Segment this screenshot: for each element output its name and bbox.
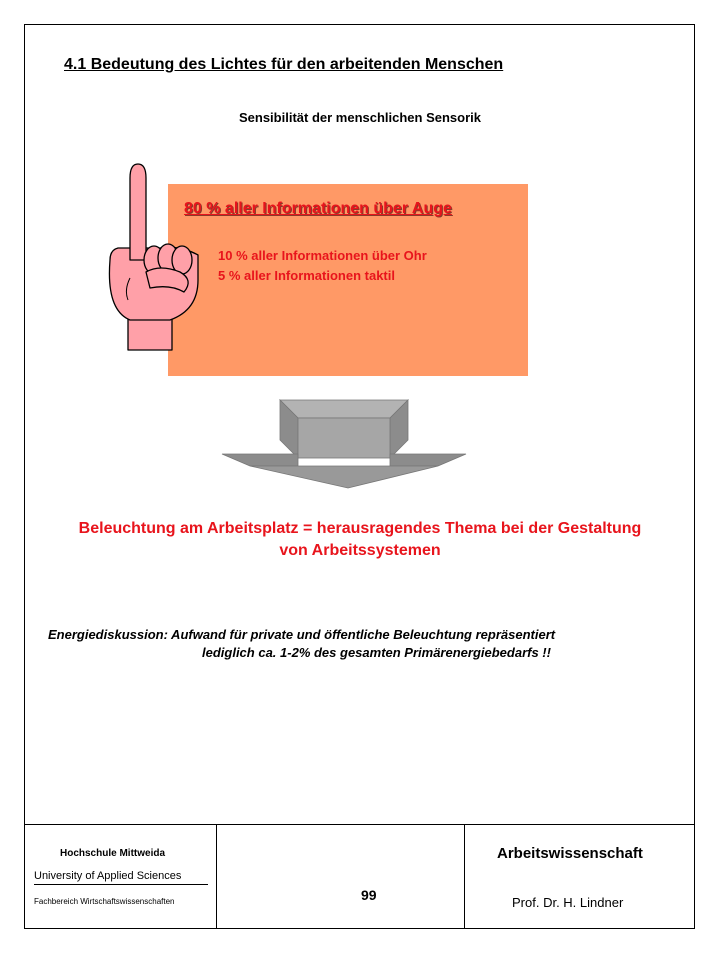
course-title: Arbeitswissenschaft bbox=[497, 845, 643, 862]
energy-line-1: Energiediskussion: Aufwand für private und öffentliche Beleuchtung repräsentiert bbox=[48, 627, 556, 642]
university-subtitle: University of Applied Sciences bbox=[34, 870, 208, 885]
info-line-ear: 10 % aller Informationen über Ohr bbox=[218, 248, 427, 263]
professor-name: Prof. Dr. H. Lindner bbox=[512, 895, 624, 910]
department-name: Fachbereich Wirtschaftswissenschaften bbox=[34, 897, 175, 906]
energy-note bbox=[48, 626, 555, 662]
headline bbox=[26, 518, 694, 562]
headline-line-1: Beleuchtung am Arbeitsplatz = herausragendes Thema bei der Gestaltung bbox=[78, 520, 642, 537]
footer-divider bbox=[216, 824, 217, 929]
down-arrow-icon bbox=[220, 396, 490, 490]
university-name: Hochschule Mittweida bbox=[60, 848, 166, 859]
page-number: 99 bbox=[361, 887, 377, 903]
pointing-hand-icon bbox=[100, 160, 210, 355]
headline-line-2: von Arbeitssystemen bbox=[279, 542, 441, 559]
footer-divider bbox=[464, 824, 465, 929]
info-line-tactile: 5 % aller Informationen taktil bbox=[218, 268, 395, 283]
energy-line-2: lediglich ca. 1-2% des gesamten Primärenergiebedarfs !! bbox=[202, 645, 551, 660]
page-title: 4.1 Bedeutung des Lichtes für den arbeitenden Menschen bbox=[64, 56, 504, 73]
info-main-eye: 80 % aller Informationen über Auge bbox=[184, 200, 452, 217]
page-subtitle: Sensibilität der menschlichen Sensorik bbox=[238, 110, 482, 125]
